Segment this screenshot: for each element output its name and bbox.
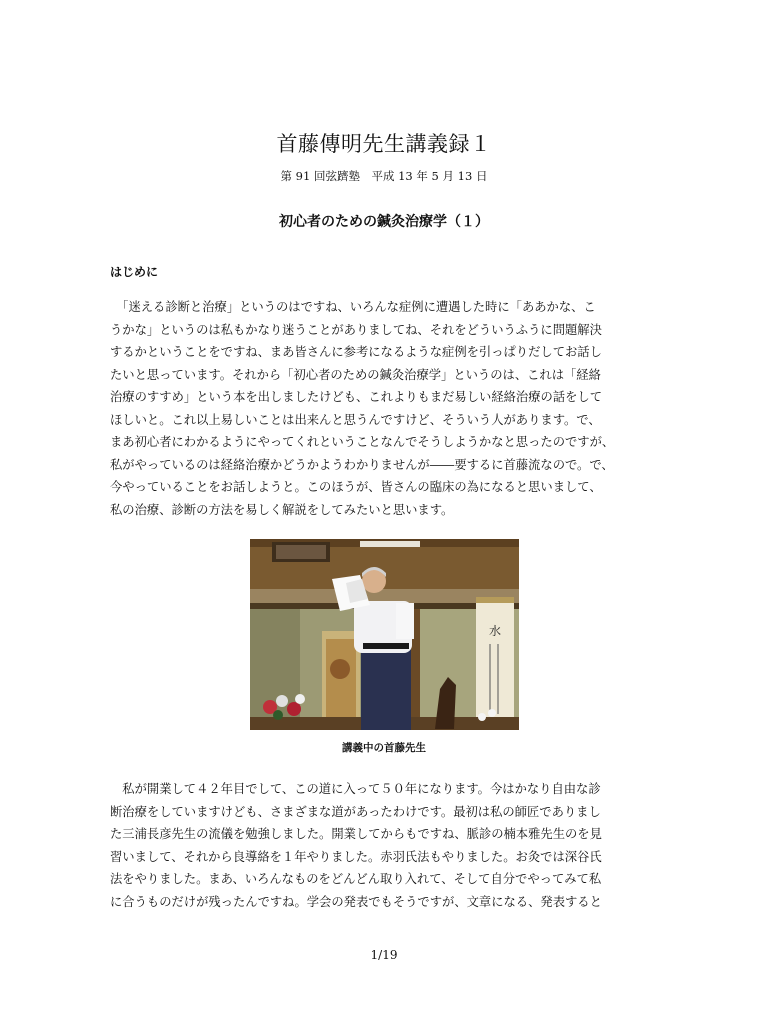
photo-caption: 講義中の首藤先生 [342,742,426,754]
paragraph-line: ほしいと。これ以上易しいことは出来んと思うんですけど、そういう人があります。で、 [110,412,601,427]
paragraph-line: た三浦長彦先生の流儀を勉強しました。開業してからもですね、脈診の楠本雅先生のを見 [110,827,602,841]
paragraph-line: うかな」というのは私もかなり迷うことがありましてね、それをどういうふうに問題解決 [110,322,602,337]
paragraph-line: に合うものだけが残ったんですね。学会の発表でもそうですが、文章になる、発表すると [110,894,602,909]
page-number: 1/19 [370,948,398,962]
paragraph-line: 私がやっているのは経絡治療かどうかようわかりませんが――要するに首藤流なので。で、 [110,457,614,472]
paragraph-line: 今やっていることをお話しようと。このほうが、皆さんの臨床の為になると思いまして、 [110,480,602,494]
paragraph-line: まあ初心者にわかるようにやってくれということなんでそうしようかなと思ったのですが、 [110,435,615,449]
session-date-subtitle: 第 91 回弦躋塾 平成 13 年 5 月 13 日 [280,169,488,183]
paragraph-line: 断治療をしていますけども、さまざまな道があったわけです。最初は私の師匠でありまし [110,804,601,819]
lecture-title: 初心者のための鍼灸治療学（１） [279,214,489,230]
paragraph-line: 習いまして、それから良導絡を１年やりました。赤羽氏法もやりました。お灸では深谷氏 [110,849,602,864]
svg-text:水: 水 [488,624,502,638]
paragraph-line: するかということをですね、まあ皆さんに参考になるような症例を引っぱりだしてお話し [110,345,602,359]
paragraph-line: 治療のすすめ」という本を出しましたけども、これよりもまだ易しい経絡治療の話をして [110,390,602,404]
paragraph-line: 「迷える診断と治療」というのはですね、いろんな症例に遭遇した時に「ああかな、こ [110,300,596,314]
lecture-photo [250,539,519,730]
intro-paragraph [110,296,670,521]
paragraph-line: 私の治療、診断の方法を易しく解説をしてみたいと思います。 [110,502,454,517]
document-title: 首藤傳明先生講義録１ [276,132,492,156]
paragraph-line: たいと思っています。それから「初心者のための鍼灸治療学」というのは、これは「経絡 [110,367,601,382]
paragraph-line: 私が開業して４２年目でして、この道に入って５０年になります。今はかなり自由な診 [110,782,601,796]
paragraph-line: 法をやりました。まあ、いろんなものをどんどん取り入れて、そして自分でやってみて私 [110,872,602,886]
career-paragraph [110,778,670,913]
section-heading: はじめに [110,265,159,279]
